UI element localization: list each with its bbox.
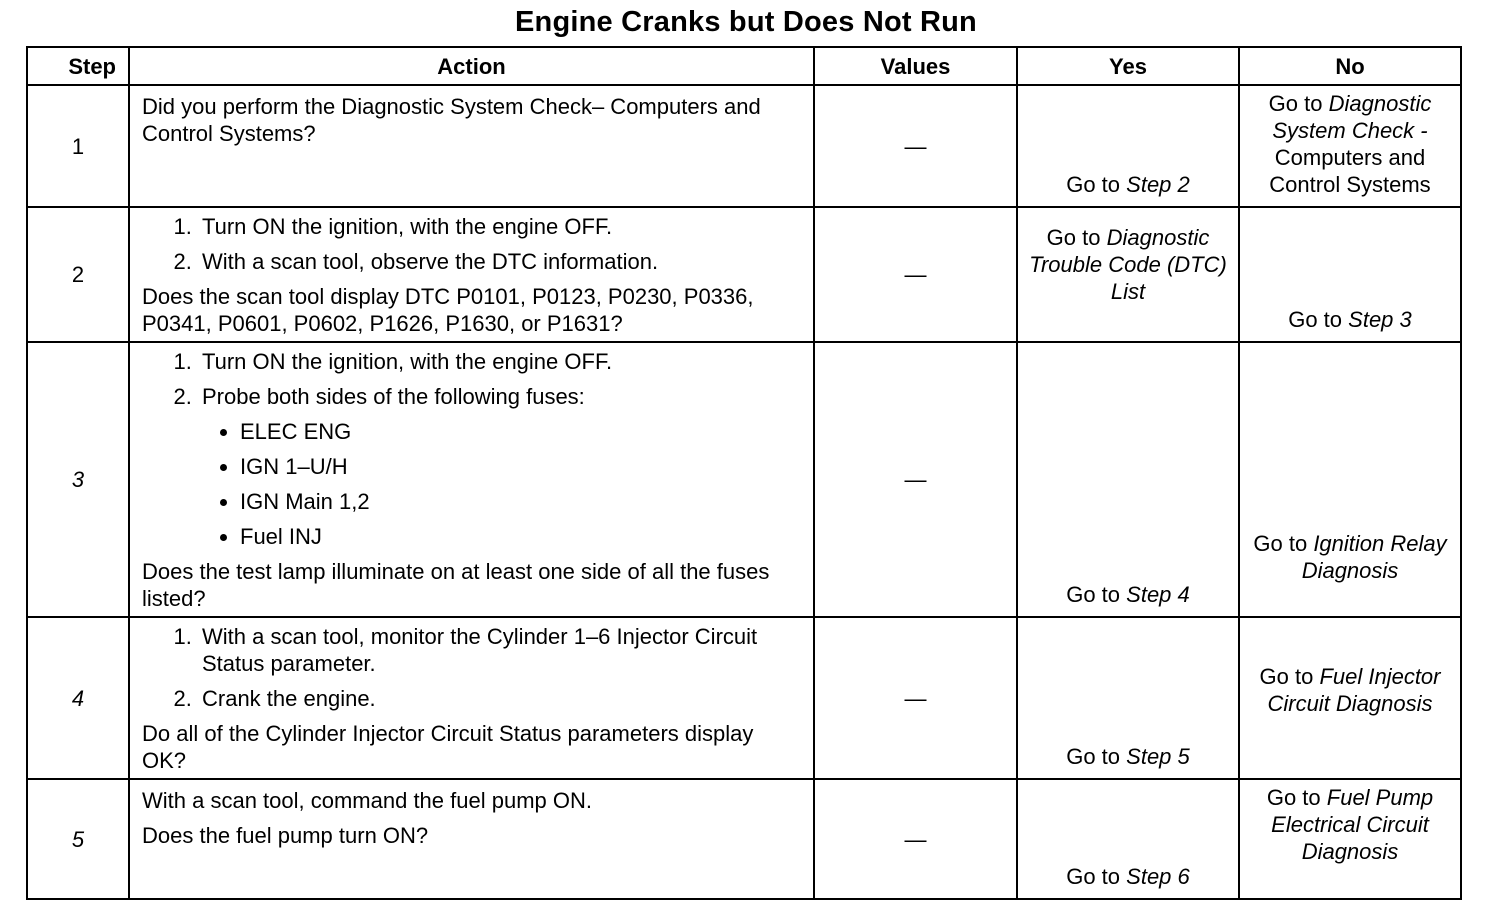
table-row-step-4 [27, 617, 1461, 779]
header-no: No [1239, 47, 1461, 85]
no-prefix: Go to [1288, 307, 1343, 332]
no-link[interactable]: Ignition Relay Diagnosis [1301, 531, 1447, 583]
fuse-item: • IGN Main 1,2 [240, 488, 803, 515]
no-suffix: Computers and Control Systems [1269, 145, 1431, 197]
header-action: Action [129, 47, 814, 85]
action-question: Did you perform the Diagnostic System Check– Computers and Control Systems? [142, 94, 761, 146]
action-question: Does the fuel pump turn ON? [142, 823, 429, 848]
no-cell [1239, 779, 1461, 899]
action-step-item: 1. With a scan tool, monitor the Cylinder 1–6 Injector Circuit Status parameter. [198, 623, 803, 677]
header-values: Values [814, 47, 1017, 85]
table-row-step-3 [27, 342, 1461, 617]
action-step-item: 2. Crank the engine. [198, 685, 803, 712]
yes-link[interactable]: Step 4 [1126, 582, 1190, 607]
action-steps-list [142, 348, 803, 550]
values-cell: — [814, 207, 1017, 342]
fuse-list [202, 418, 803, 550]
action-steps-list [142, 623, 803, 712]
no-prefix: Go to [1266, 785, 1321, 810]
action-cell [129, 85, 814, 207]
step-number: 1 [27, 85, 129, 207]
no-prefix: Go to [1259, 664, 1314, 689]
action-cell [129, 617, 814, 779]
action-step-text: Probe both sides of the following fuses: [202, 384, 585, 409]
step-number: 2 [27, 207, 129, 342]
action-step-item: 2. With a scan tool, observe the DTC information. [198, 248, 803, 275]
action-step-item: 1. Turn ON the ignition, with the engine OFF. [198, 213, 803, 240]
yes-prefix: Go to [1066, 582, 1121, 607]
action-cell [129, 207, 814, 342]
yes-prefix: Go to [1066, 864, 1121, 889]
step-number: 4 [27, 617, 129, 779]
fuse-item: • IGN 1–U/H [240, 453, 803, 480]
no-link[interactable]: Fuel Injector Circuit Diagnosis [1267, 664, 1441, 716]
yes-link[interactable]: Step 6 [1126, 864, 1190, 889]
action-question: Do all of the Cylinder Injector Circuit Status parameters display OK? [142, 721, 754, 773]
yes-link[interactable]: Diagnostic Trouble Code (DTC) List [1029, 225, 1227, 304]
action-cell [129, 779, 814, 899]
values-cell: — [814, 85, 1017, 207]
yes-link[interactable]: Step 2 [1126, 172, 1190, 197]
table-header-row [27, 47, 1461, 85]
yes-cell [1017, 342, 1239, 617]
no-link[interactable]: Diagnostic System Check - [1272, 91, 1432, 143]
action-step-item: 1. Turn ON the ignition, with the engine OFF. [198, 348, 803, 375]
no-cell [1239, 207, 1461, 342]
yes-prefix: Go to [1066, 172, 1121, 197]
header-step: Step [27, 47, 129, 85]
no-link[interactable]: Step 3 [1348, 307, 1412, 332]
yes-cell [1017, 779, 1239, 899]
header-yes: Yes [1017, 47, 1239, 85]
yes-prefix: Go to [1046, 225, 1101, 250]
values-cell: — [814, 342, 1017, 617]
step-number: 3 [27, 342, 129, 617]
fuse-item: • Fuel INJ [240, 523, 803, 550]
step-number: 5 [27, 779, 129, 899]
no-link[interactable]: Fuel Pump Electrical Circuit Diagnosis [1271, 785, 1434, 864]
fuse-item: • ELEC ENG [240, 418, 803, 445]
action-question: Does the test lamp illuminate on at least one side of all the fuses listed? [142, 559, 770, 611]
action-step-item [198, 383, 803, 550]
no-prefix: Go to [1268, 91, 1323, 116]
action-question: Does the scan tool display DTC P0101, P0123, P0230, P0336, P0341, P0601, P0602, P1626, P1630, or P1631? [142, 284, 754, 336]
values-cell: — [814, 779, 1017, 899]
values-cell: — [814, 617, 1017, 779]
no-cell [1239, 342, 1461, 617]
table-row-step-1 [27, 85, 1461, 207]
table-row-step-5 [27, 779, 1461, 899]
page-title: Engine Cranks but Does Not Run [515, 6, 977, 38]
yes-link[interactable]: Step 5 [1126, 744, 1190, 769]
yes-prefix: Go to [1066, 744, 1121, 769]
action-intro: With a scan tool, command the fuel pump ON. [142, 788, 592, 813]
no-cell [1239, 85, 1461, 207]
yes-cell [1017, 85, 1239, 207]
table-row-step-2 [27, 207, 1461, 342]
diagnostic-table [26, 46, 1462, 900]
action-cell [129, 342, 814, 617]
no-cell [1239, 617, 1461, 779]
yes-cell [1017, 207, 1239, 342]
yes-cell [1017, 617, 1239, 779]
action-steps-list [142, 213, 803, 275]
no-prefix: Go to [1253, 531, 1308, 556]
